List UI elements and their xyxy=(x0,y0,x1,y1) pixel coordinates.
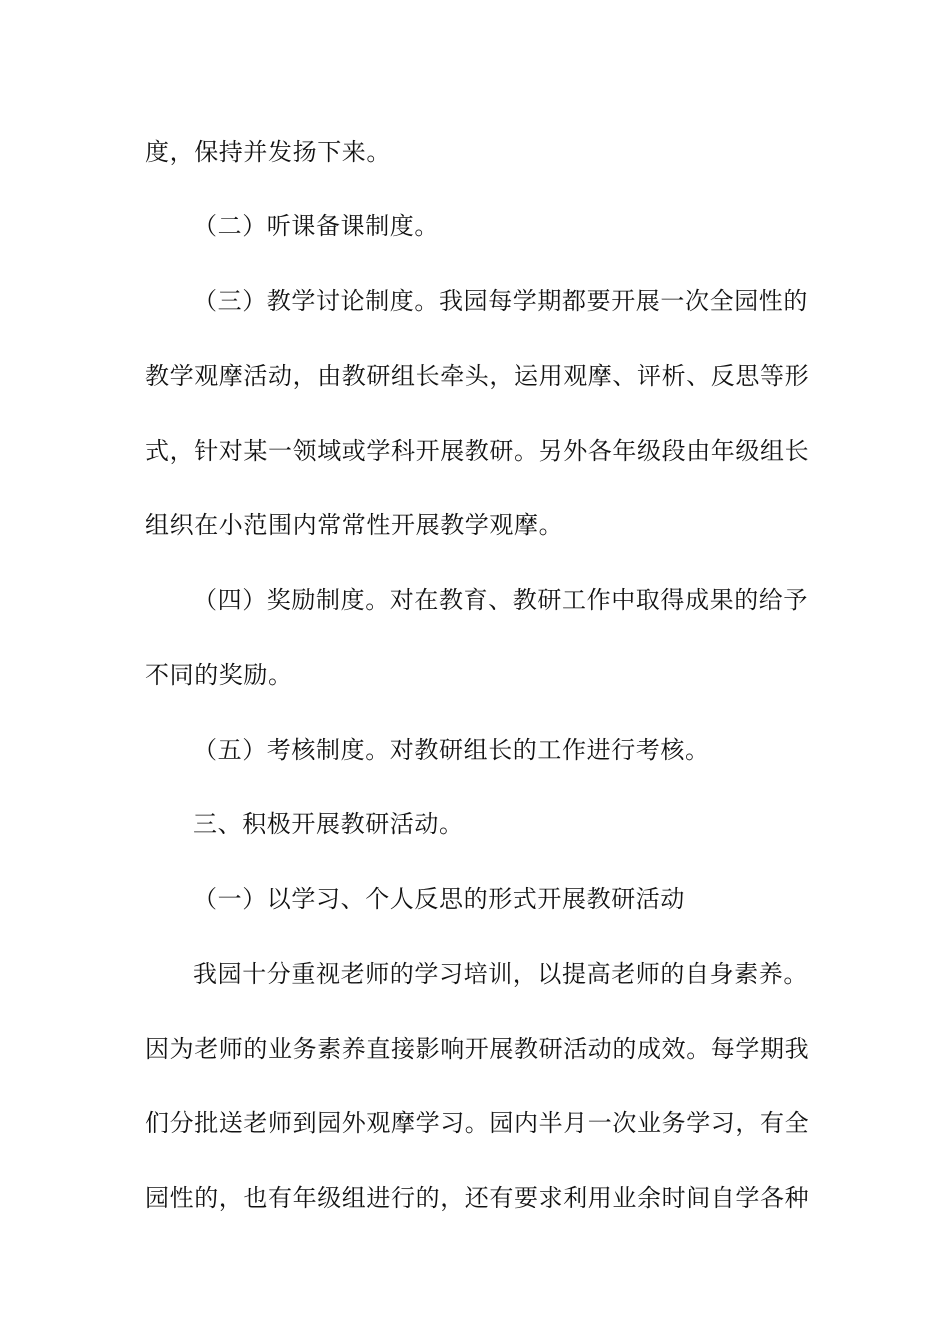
text-line: 教学观摩活动，由教研组长牵头，运用观摩、评析、反思等形 xyxy=(145,362,810,390)
text-line: 们分批送老师到园外观摩学习。园内半月一次业务学习，有全 xyxy=(145,1109,810,1137)
text-line: （二）听课备课制度。 xyxy=(193,212,439,240)
text-line: 组织在小范围内常常性开展教学观摩。 xyxy=(145,511,564,539)
text-line: 园性的，也有年级组进行的，还有要求利用业余时间自学各种 xyxy=(145,1184,810,1212)
text-line: （三）教学讨论制度。我园每学期都要开展一次全园性的 xyxy=(193,287,808,315)
text-line: 不同的奖励。 xyxy=(145,661,293,689)
text-line: （一）以学习、个人反思的形式开展教研活动 xyxy=(193,885,685,913)
text-line: （五）考核制度。对教研组长的工作进行考核。 xyxy=(193,736,710,764)
text-line: 我园十分重视老师的学习培训，以提高老师的自身素养。 xyxy=(193,960,808,988)
text-line: （四）奖励制度。对在教育、教研工作中取得成果的给予 xyxy=(193,586,808,614)
text-line: 三、积极开展教研活动。 xyxy=(193,810,464,838)
text-line: 因为老师的业务素养直接影响开展教研活动的成效。每学期我 xyxy=(145,1035,810,1063)
text-line: 度，保持并发扬下来。 xyxy=(145,138,391,166)
text-line: 式，针对某一领域或学科开展教研。另外各年级段由年级组长 xyxy=(145,437,810,465)
